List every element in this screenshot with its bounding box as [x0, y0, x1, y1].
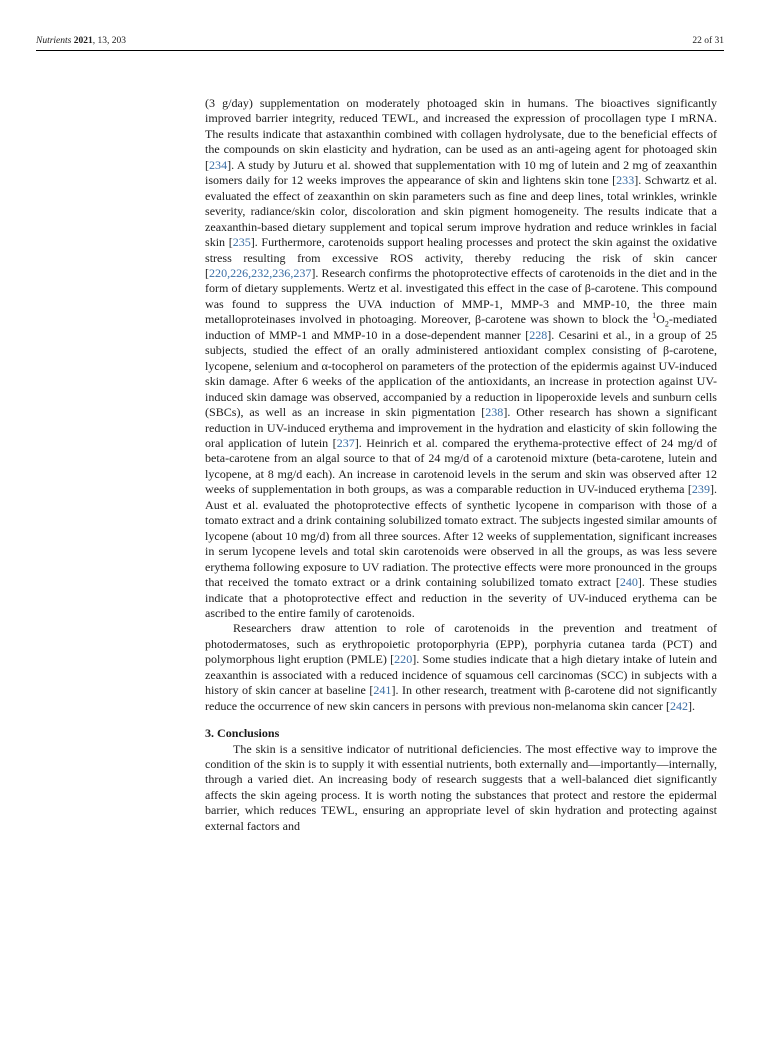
- citation-link[interactable]: 235: [232, 235, 251, 250]
- citation-link[interactable]: 220: [394, 652, 413, 667]
- citation-link[interactable]: 240: [619, 575, 638, 590]
- citation-link[interactable]: 242: [669, 698, 689, 713]
- text-run: ]. Furthermore, carotenoids support healing processes and protect the skin against the oxidative stress resulting from excessive ROS activity, thereby reducing the risk of skin cancer [: [205, 235, 718, 280]
- subscript: 2: [664, 319, 669, 329]
- citation-link[interactable]: 237: [336, 435, 355, 450]
- citation-link[interactable]: 239: [691, 482, 710, 497]
- text-run: ]. Cesarini et al., in a group of 25 subjects, studied the effect of an orally administered antioxidant complex consisting of β-carotene, lycopene, selenium and α-tocopherol on parameters of the protection of the epidermis against UV-induced skin damage. After 6 weeks of the application of the antioxidants, an increase in protection against UV-induced skin damage was observed, accompanied by a reduction in lipoperoxide levels and sunburn cells (SBCs), as well as an increase in skin pigmentation [: [205, 327, 717, 420]
- text-run: ]. Heinrich et al. compared the erythema-protective effect of 24 mg/d of beta-carotene from an algal source to that of 24 mg/d of a carotenoid mixture (beta-carotene, lutein and lycopene, at 8 mg/d each). An increase in carotenoid levels in the serum and skin was observed after 12 weeks of supplementation in both groups, as was a comparable reduction in UV-induced erythema [: [205, 435, 718, 497]
- body-paragraph: [205, 96, 717, 621]
- text-run: ]. Research confirms the photoprotective effects of carotenoids in the diet and in the form of dietary supplements. Wertz et al. investigated this effect in the case of β-carotene. This compound was found to suppress the UVA induction of MMP-1, MMP-3 and MMP-10, the three main metalloproteinases involved in photoaging. Moreover, β-carotene was shown to block the: [205, 265, 717, 327]
- text-run: Researchers draw attention to role of carotenoids in the prevention and treatment of photodermatoses, such as erythropoietic protoporphyria (EPP), porphyria cutanea tarda (PCT) and polymorphous light eruption (PMLE) [: [205, 621, 717, 667]
- text-run: ]. Other research has shown a significant reduction in UV-induced erythema and improvement in the hydration and elasticity of skin following the oral application of lutein [: [205, 405, 717, 450]
- superscript: 1: [652, 311, 657, 321]
- citation-link[interactable]: 228: [529, 327, 548, 342]
- page-number: 22 of 31: [692, 36, 724, 46]
- text-run: ]. Aust et al. evaluated the photoprotective effects of synthetic lycopene in comparison with those of a tomato extract and a drink containing solubilized tomato extract. The subjects ingested similar amounts of lycopene (about 10 mg/d) from all three sources. After 12 weeks of supplementation, significant increases in serum lycopene levels and total skin carotenoids were observed in all the groups, as was less severe erythema following exposure to UV radiation. The protective effects were more pronounced in the groups that received the tomato extract or a drink containing solubilized tomato extract [: [205, 482, 717, 590]
- citation-link[interactable]: 220,226,232,236,237: [209, 265, 312, 280]
- text-run: ]. Schwartz et al. evaluated the effect of zeaxanthin on skin parameters such as fine and deep lines, total wrinkles, wrinkle severity, radiance/skin color, discoloration and skin pigment homogeneity. The results indicate that a zeaxanthin-based dietary supplement and topical serum improve hydration and reduce wrinkles in facial skin [: [205, 173, 717, 250]
- text-run: ]. A study by Juturu et al. showed that supplementation with 10 mg of lutein and 2 mg of zeaxanthin isomers daily for 12 weeks improves the appearance of skin and lightens skin tone [: [205, 157, 717, 188]
- text-run: ]. In other research, treatment with β-carotene did not significantly reduce the occurrence of new skin cancers in persons with previous non-melanoma skin cancer [: [205, 683, 717, 713]
- section-heading: 3. Conclusions: [205, 726, 280, 741]
- citation-link[interactable]: 233: [616, 173, 635, 188]
- text-run: ]. Some studies indicate that a high dietary intake of lutein and zeaxanthin is associated with a reduced incidence of squamous cell carcinomas (SCC) in subjects with a history of skin cancer at baseline [: [205, 652, 717, 698]
- text-run: -mediated induction of MMP-1 and MMP-10 in a dose-dependent manner [: [205, 312, 717, 342]
- article-body: [205, 96, 717, 834]
- body-paragraph: [205, 742, 717, 835]
- citation-link[interactable]: 238: [485, 405, 504, 420]
- journal-year: 2021: [73, 36, 93, 46]
- journal-name: Nutrients: [36, 36, 72, 46]
- citation-link[interactable]: 234: [209, 157, 228, 172]
- text-run: (3 g/day) supplementation on moderately photoaged skin in humans. The bioactives significantly improved barrier integrity, reduced TEWL, and increased the expression of procollagen type I mRNA. The results indicate that astaxanthin combined with collagen hydrolysate, due to the beneficial effects of the compounds on skin elasticity and hydration, can be used as an anti-ageing agent for photoaged skin [: [205, 96, 717, 172]
- body-paragraph: [205, 621, 717, 714]
- journal-volume: , 13, 203: [92, 36, 126, 46]
- text-run: O: [656, 312, 665, 327]
- text-run: ]. These studies indicate that a photoprotective effect and reduction in the severity of UV-induced erythema can be ascribed to the entire family of carotenoids.: [205, 575, 717, 620]
- text-run: ].: [688, 698, 696, 713]
- page-header: [36, 34, 724, 51]
- text-run: The skin is a sensitive indicator of nutritional deficiencies. The most effective way to improve the condition of the skin is to supply it with essential nutrients, both externally and—importantly—internally, through a varied diet. An increasing body of research suggests that a well-balanced diet significantly affects the skin ageing process. It is worth noting the substances that protect and restore the epidermal barrier, which reduces TEWL, ensuring an appropriate level of skin hydration and protecting against external factors and: [205, 741, 717, 833]
- journal-citation: [36, 36, 126, 46]
- citation-link[interactable]: 241: [373, 683, 392, 698]
